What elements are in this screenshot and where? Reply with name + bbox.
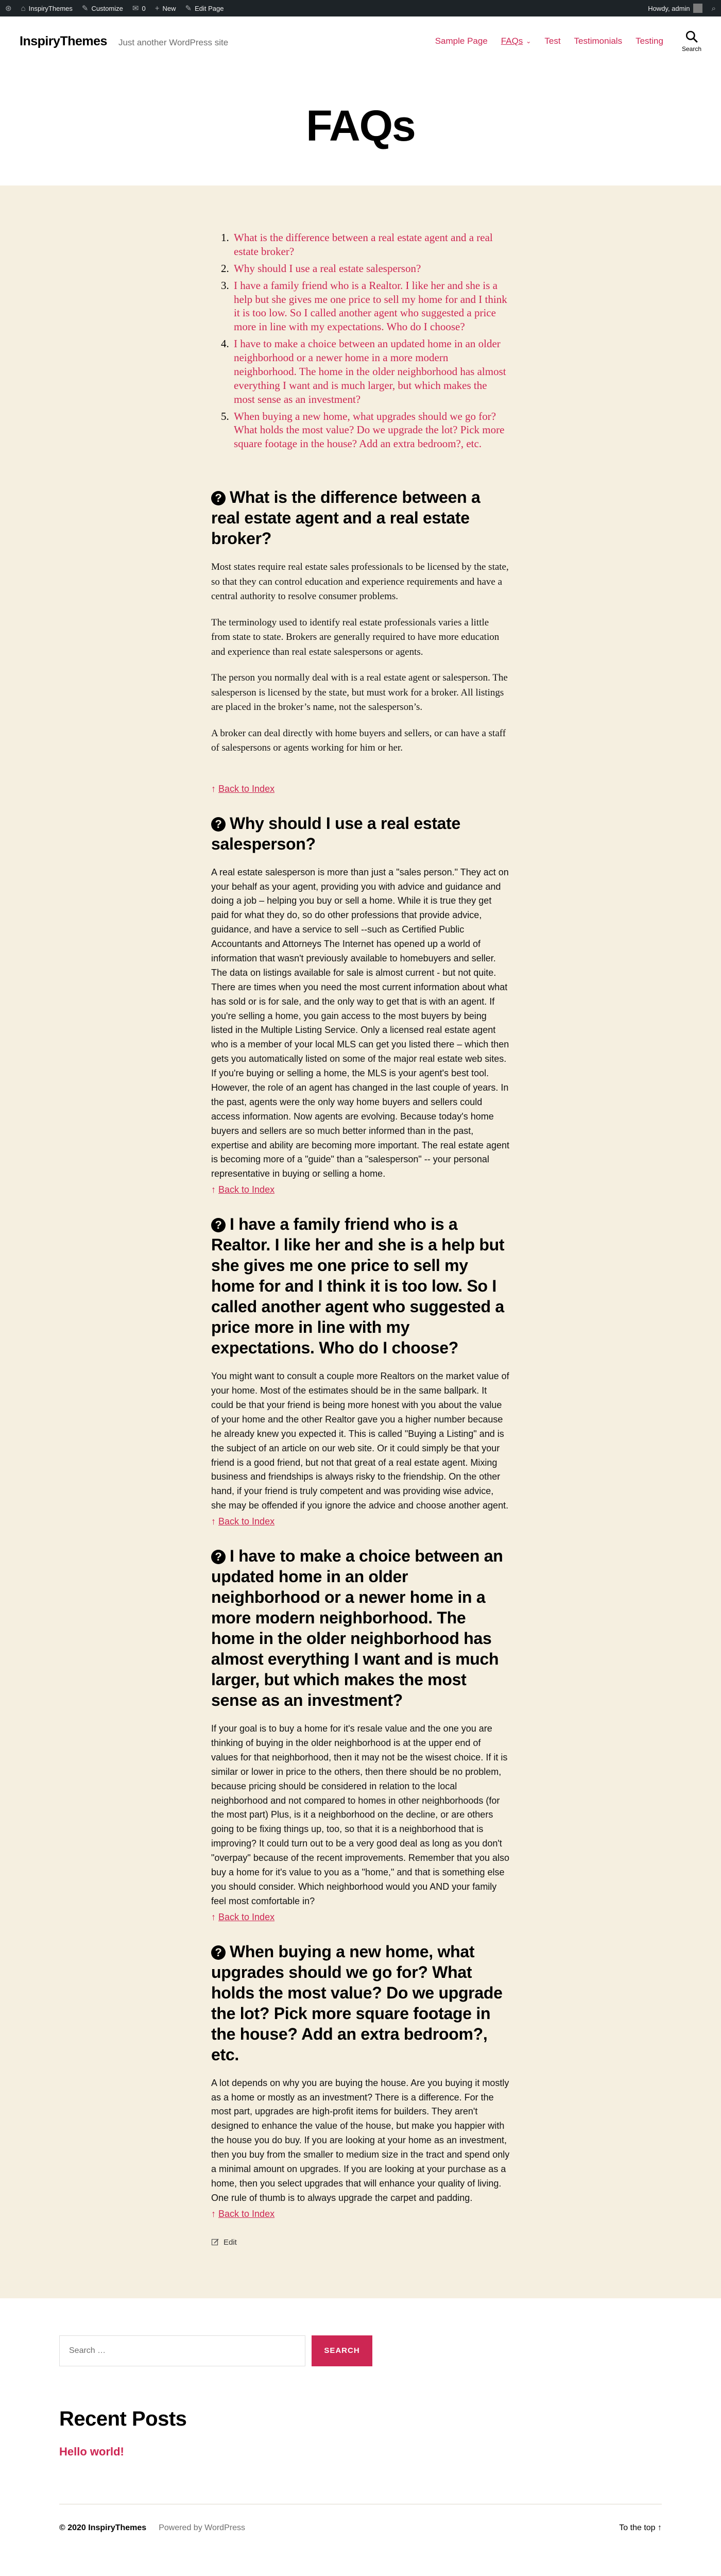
avatar xyxy=(693,4,702,13)
plus-icon: + xyxy=(154,4,160,13)
faq-question: ? What is the difference between a real estate agent and a real estate broker? xyxy=(211,488,480,548)
list-item xyxy=(232,262,510,276)
faq-item xyxy=(211,813,510,1196)
chevron-down-icon[interactable]: ⌄ xyxy=(526,38,531,45)
faq-answer-paragraph: If your goal is to buy a home for it's resale value and the one you are thinking of buying in the older neighborhood is at the upper end of values for that neighborhood, then it may not be the wisest choice. If it is similar or lower in price to the others, then there should be no problem, because pricing should be considered in relation to the local neighborhood and not compared to homes in other neighborhoods (for the most part) Plus, is it a neighborhood on the decline, or are others going to be fixing things up, too, so that it is a neighborhood that is improving? It could turn out to be a very good deal as long as you don't "overpay" because of the recent improvements. Remember that you also buy a home for it's value to you as a "home," and that is something else you should consider. Which neighborhood would you AND your family feel most comfortable in? xyxy=(211,1723,510,1906)
edit-link[interactable]: Edit xyxy=(211,2238,510,2247)
nav-testing[interactable]: Testing xyxy=(636,36,663,46)
toc-link[interactable]: What is the difference between a real estate agent and a real estate broker? xyxy=(234,231,493,258)
search-toggle-label: Search xyxy=(681,45,701,53)
question-circle-icon: ? xyxy=(211,817,226,832)
admin-bar xyxy=(0,0,721,16)
faq-answer-paragraph: The terminology used to identify real estate professionals varies a little from state to state. Brokers are generally required to have more education and experience than real estate salespersons or agents. xyxy=(211,617,500,657)
faq-item xyxy=(211,1546,510,1923)
toc-link[interactable]: When buying a new home, what upgrades should we go for? What holds the most value? Do we upgrade the lot? Pick more square footage in the house? Add an extra bedroom?, etc. xyxy=(234,410,505,450)
list-item xyxy=(232,231,510,259)
faq-question: ? When buying a new home, what upgrades should we go for? What holds the most value? Do we upgrade the lot? Pick more square footage in the house? Add an extra bedroom?, etc. xyxy=(211,1942,503,2064)
footer-widgets xyxy=(59,2298,662,2504)
wp-logo-icon[interactable]: ⊛ xyxy=(5,4,12,13)
brush-icon: ✎ xyxy=(81,4,89,13)
site-footer xyxy=(59,2504,662,2552)
list-item xyxy=(232,279,510,334)
toc-link[interactable]: I have to make a choice between an updated home in an older neighborhood or a newer home in a more modern neighborhood. The home in the older neighborhood has almost everything I want and is much larger, but which makes the most sense as an investment? xyxy=(234,337,506,405)
to-the-top-link[interactable]: To the top ↑ xyxy=(619,2523,662,2532)
site-title[interactable]: InspiryThemes xyxy=(20,33,107,48)
comment-icon: ✉ xyxy=(132,4,139,13)
nav-sample-page[interactable]: Sample Page xyxy=(435,36,488,46)
faq-item xyxy=(211,1941,510,2219)
faq-question: ? I have a family friend who is a Realtor. I like her and she is a help but she gives me one price to sell my home for and I think it is too low. So I called another agent who suggested a price more in line with my expectations. Who do I choose? xyxy=(211,1215,505,1358)
nav-test[interactable]: Test xyxy=(544,36,561,46)
list-item xyxy=(232,410,510,451)
faq-answer-paragraph: The person you normally deal with is a real estate agent or salesperson. The salesperson is licensed by the state, but must work for a broker. All listings are placed in the broker’s name, not the salesperson’s. xyxy=(211,672,508,713)
toc-link[interactable]: I have a family friend who is a Realtor. I like her and she is a help but she gives me one price to sell my home for and I think it is too low. So I called another agent who suggested a price more in line with my expectations. Who do I choose? xyxy=(234,279,507,333)
recent-post-link[interactable]: Hello world! xyxy=(59,2445,124,2458)
question-circle-icon: ? xyxy=(211,1218,226,1232)
faq-index xyxy=(211,231,510,451)
admin-search-icon[interactable]: ⌕ xyxy=(711,4,716,13)
admin-account-link[interactable]: Howdy, admin xyxy=(648,4,702,13)
back-to-index-link[interactable]: ↑ Back to Index xyxy=(211,783,275,794)
search-input[interactable]: Search … xyxy=(59,2335,305,2366)
search-icon xyxy=(685,30,698,43)
page-title: FAQs xyxy=(306,101,415,150)
question-circle-icon: ? xyxy=(211,1550,226,1564)
faq-question: ? Why should I use a real estate salesperson? xyxy=(211,814,461,853)
site-description: Just another WordPress site xyxy=(118,37,229,47)
back-to-index-link[interactable]: ↑ Back to Index xyxy=(211,2208,275,2219)
search-toggle-button[interactable] xyxy=(682,30,701,53)
primary-nav xyxy=(435,36,663,46)
question-circle-icon: ? xyxy=(211,1945,226,1960)
powered-by-link[interactable]: Powered by WordPress xyxy=(159,2523,245,2532)
faq-answer-paragraph: A broker can deal directly with home buyers and sellers, or can have a staff of salespersons or agents working for him or her. xyxy=(211,727,506,754)
faq-answer-paragraph: A real estate salesperson is more than just a "sales person." They act on your behalf as your agent, providing you with advice and guidance and doing a job – helping you buy or sell a home. While it is true they get paid for what they do, so do other professions that provide advice, guidance, and have a service to sell --such as Certified Public Accountants and Attorneys The Internet has opened up a world of information that wasn't previously available to homebuyers and seller. The data on listings available for sale is almost current - but not quite. There are times when you need the most current information about what has sold or is for sale, and the only way to get that is with an agent. If you're selling a home, you gain access to the most buyers by being listed in the Multiple Listing Service. Only a licensed real estate agent who is a member of your local MLS can get you listed there – which then gets you automatically listed on some of the major real estate web sites. If you're buying or selling a home, the MLS is your agent's best tool. However, the role of an agent has changed in the last couple of years. In the past, agents were the only way home buyers and sellers could access information. Now agents are evolving. Because today's home buyers and sellers are so much better informed than in the past, expertise and ability are becoming more important. The real estate agent is becoming more of a "guide" than a "salesperson" -- your personal representative in buying or selling a home. xyxy=(211,867,509,1179)
site-header xyxy=(0,16,721,66)
back-to-index-link[interactable]: ↑ Back to Index xyxy=(211,1516,275,1527)
back-to-index-link[interactable]: ↑ Back to Index xyxy=(211,1911,275,1922)
question-circle-icon: ? xyxy=(211,491,226,505)
faq-question: ? I have to make a choice between an updated home in an older neighborhood or a newer home in a more modern neighborhood. The home in the older neighborhood has almost everything I want and is much larger, but which makes the most sense as an investment? xyxy=(211,1547,503,1710)
search-button[interactable]: SEARCH xyxy=(312,2335,372,2366)
copyright: © 2020 InspiryThemes xyxy=(59,2523,147,2532)
admin-customize-link[interactable]: ✎ Customize xyxy=(81,4,123,13)
entry-header xyxy=(0,66,721,185)
faq-answer-paragraph: Most states require real estate sales professionals to be licensed by the state, so that they can control education and experience requirements and have a central authority to resolve consumer problems. xyxy=(211,562,509,602)
admin-edit-page-link[interactable]: ✎ Edit Page xyxy=(185,4,224,13)
back-to-index-link[interactable]: ↑ Back to Index xyxy=(211,1184,275,1195)
nav-faqs[interactable]: FAQs xyxy=(501,36,523,46)
faq-answer-paragraph: You might want to consult a couple more Realtors on the market value of your home. Most of the estimates should be in the same ballpark. It could be that your friend is being more honest with you about the value of your home and the other Realtor gave you a higher number because he already knew you expected it. This is called "Buying a Listing" and is the subject of an article on our web site. Or it could simply be that your friend is a good friend, but not that great of a real estate agent. Mixing business and friendships is always risky to the friendship. On the other hand, if your friend is truly competent and was providing wise advice, she may be offended if you ignore the advice and choose another agent. xyxy=(211,1371,509,1511)
entry-content xyxy=(0,185,721,2298)
nav-testimonials[interactable]: Testimonials xyxy=(574,36,623,46)
admin-site-link[interactable]: ⌂ InspiryThemes xyxy=(21,4,73,13)
admin-comments-link[interactable]: ✉ 0 xyxy=(132,4,146,13)
pencil-icon xyxy=(211,2238,219,2246)
faq-item xyxy=(211,1214,510,1527)
recent-posts-title: Recent Posts xyxy=(59,2407,187,2430)
pencil-icon: ✎ xyxy=(185,4,192,13)
faq-answer-paragraph: A lot depends on why you are buying the house. Are you buying it mostly as a home or mostly as an investment? There is a difference. For the most part, upgrades are high-profit items for builders. They aren't designed to enhance the value of the house, but make you happier with the house you do buy. If you are looking at your home as an investment, then you buy from the smaller to medium size in the tract and spend only a minimal amount on upgrades. If you are looking at your purchase as a home, then you select upgrades that will enhance your quality of living. One rule of thumb is to always upgrade the carpet and padding. xyxy=(211,2077,510,2203)
toc-link[interactable]: Why should I use a real estate salesperson? xyxy=(234,262,421,275)
list-item xyxy=(232,337,510,406)
faq-item xyxy=(211,487,510,794)
search-form xyxy=(59,2335,662,2366)
home-icon: ⌂ xyxy=(21,4,26,13)
admin-new-link[interactable]: + New xyxy=(154,4,176,13)
